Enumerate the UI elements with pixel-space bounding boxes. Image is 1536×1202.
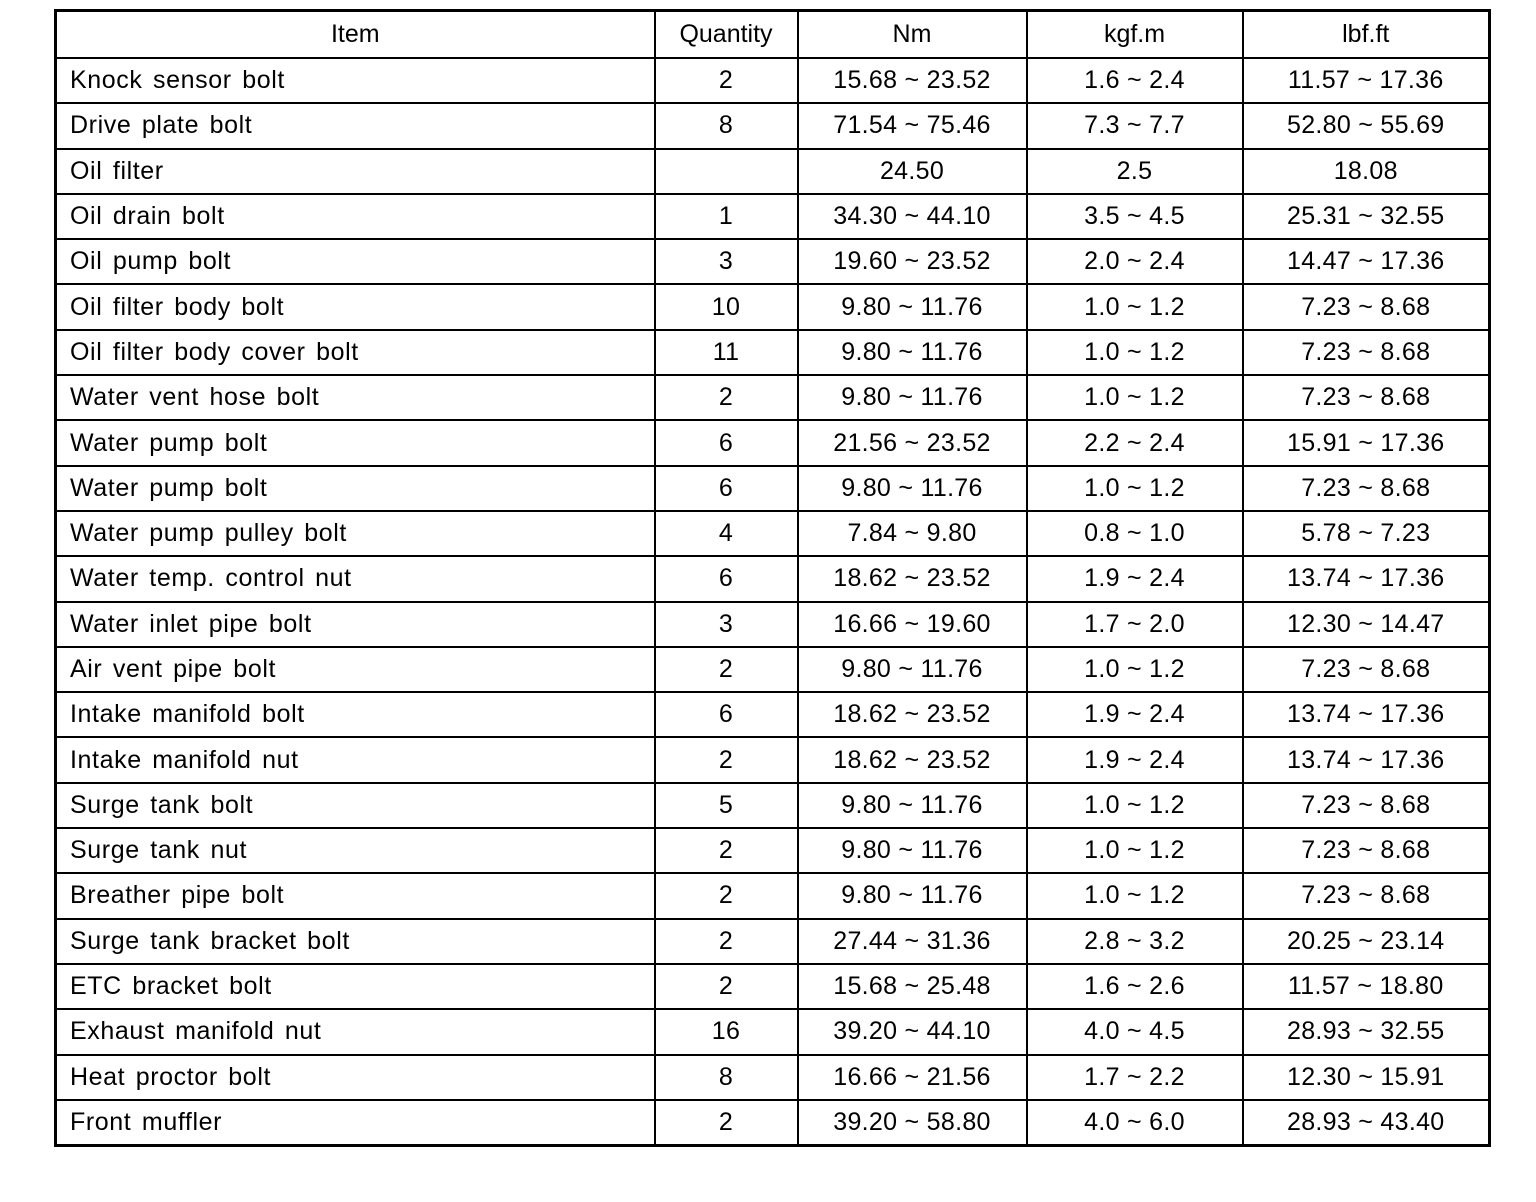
table-row — [56, 964, 1490, 1009]
nm-cell: 16.66 ~ 21.56 — [798, 1055, 1027, 1100]
header-lbf-ft: lbf.ft — [1243, 11, 1490, 59]
nm-cell: 9.80 ~ 11.76 — [798, 783, 1027, 828]
lbf-ft-cell: 11.57 ~ 17.36 — [1243, 58, 1490, 103]
header-kgf-m: kgf.m — [1027, 11, 1243, 59]
item-cell: Water vent hose bolt — [56, 375, 655, 420]
item-cell: Surge tank bolt — [56, 783, 655, 828]
lbf-ft-cell: 18.08 — [1243, 149, 1490, 194]
table-row — [56, 1100, 1490, 1146]
lbf-ft-cell: 13.74 ~ 17.36 — [1243, 692, 1490, 737]
item-cell: Water pump bolt — [56, 466, 655, 511]
lbf-ft-cell: 7.23 ~ 8.68 — [1243, 828, 1490, 873]
lbf-ft-cell: 5.78 ~ 7.23 — [1243, 511, 1490, 556]
table-row — [56, 149, 1490, 194]
kgf-m-cell: 3.5 ~ 4.5 — [1027, 194, 1243, 239]
nm-cell: 19.60 ~ 23.52 — [798, 239, 1027, 284]
nm-cell: 15.68 ~ 25.48 — [798, 964, 1027, 1009]
nm-cell: 7.84 ~ 9.80 — [798, 511, 1027, 556]
table-header-row — [56, 11, 1490, 59]
table-row — [56, 602, 1490, 647]
nm-cell: 9.80 ~ 11.76 — [798, 330, 1027, 375]
table-row — [56, 1009, 1490, 1054]
lbf-ft-cell: 7.23 ~ 8.68 — [1243, 647, 1490, 692]
table-row — [56, 692, 1490, 737]
quantity-cell: 8 — [655, 1055, 798, 1100]
lbf-ft-cell: 13.74 ~ 17.36 — [1243, 556, 1490, 601]
item-cell: Water temp. control nut — [56, 556, 655, 601]
quantity-cell: 6 — [655, 466, 798, 511]
quantity-cell: 2 — [655, 1100, 798, 1146]
lbf-ft-cell: 25.31 ~ 32.55 — [1243, 194, 1490, 239]
lbf-ft-cell: 7.23 ~ 8.68 — [1243, 873, 1490, 918]
quantity-cell: 2 — [655, 58, 798, 103]
lbf-ft-cell: 7.23 ~ 8.68 — [1243, 375, 1490, 420]
lbf-ft-cell: 12.30 ~ 15.91 — [1243, 1055, 1490, 1100]
item-cell: Oil filter — [56, 149, 655, 194]
kgf-m-cell: 1.9 ~ 2.4 — [1027, 692, 1243, 737]
nm-cell: 27.44 ~ 31.36 — [798, 919, 1027, 964]
nm-cell: 18.62 ~ 23.52 — [798, 692, 1027, 737]
table-row — [56, 103, 1490, 148]
quantity-cell: 10 — [655, 284, 798, 329]
table-row — [56, 330, 1490, 375]
lbf-ft-cell: 7.23 ~ 8.68 — [1243, 783, 1490, 828]
quantity-cell: 4 — [655, 511, 798, 556]
table-row — [56, 919, 1490, 964]
quantity-cell: 2 — [655, 737, 798, 782]
nm-cell: 39.20 ~ 44.10 — [798, 1009, 1027, 1054]
quantity-cell — [655, 149, 798, 194]
quantity-cell: 5 — [655, 783, 798, 828]
quantity-cell: 3 — [655, 602, 798, 647]
lbf-ft-cell: 13.74 ~ 17.36 — [1243, 737, 1490, 782]
kgf-m-cell: 1.9 ~ 2.4 — [1027, 737, 1243, 782]
lbf-ft-cell: 28.93 ~ 43.40 — [1243, 1100, 1490, 1146]
kgf-m-cell: 2.0 ~ 2.4 — [1027, 239, 1243, 284]
kgf-m-cell: 1.0 ~ 1.2 — [1027, 647, 1243, 692]
lbf-ft-cell: 11.57 ~ 18.80 — [1243, 964, 1490, 1009]
item-cell: ETC bracket bolt — [56, 964, 655, 1009]
torque-spec-table — [54, 9, 1491, 1147]
item-cell: Front muffler — [56, 1100, 655, 1146]
lbf-ft-cell: 7.23 ~ 8.68 — [1243, 330, 1490, 375]
nm-cell: 18.62 ~ 23.52 — [798, 737, 1027, 782]
header-nm: Nm — [798, 11, 1027, 59]
quantity-cell: 6 — [655, 420, 798, 465]
item-cell: Water pump bolt — [56, 420, 655, 465]
lbf-ft-cell: 20.25 ~ 23.14 — [1243, 919, 1490, 964]
kgf-m-cell: 1.6 ~ 2.6 — [1027, 964, 1243, 1009]
nm-cell: 21.56 ~ 23.52 — [798, 420, 1027, 465]
kgf-m-cell: 2.8 ~ 3.2 — [1027, 919, 1243, 964]
table-row — [56, 783, 1490, 828]
item-cell: Water inlet pipe bolt — [56, 602, 655, 647]
nm-cell: 15.68 ~ 23.52 — [798, 58, 1027, 103]
table-row — [56, 194, 1490, 239]
kgf-m-cell: 1.6 ~ 2.4 — [1027, 58, 1243, 103]
item-cell: Intake manifold nut — [56, 737, 655, 782]
quantity-cell: 2 — [655, 919, 798, 964]
quantity-cell: 3 — [655, 239, 798, 284]
item-cell: Knock sensor bolt — [56, 58, 655, 103]
kgf-m-cell: 2.2 ~ 2.4 — [1027, 420, 1243, 465]
kgf-m-cell: 7.3 ~ 7.7 — [1027, 103, 1243, 148]
item-cell: Breather pipe bolt — [56, 873, 655, 918]
nm-cell: 9.80 ~ 11.76 — [798, 647, 1027, 692]
table-row — [56, 239, 1490, 284]
header-quantity: Quantity — [655, 11, 798, 59]
quantity-cell: 2 — [655, 828, 798, 873]
nm-cell: 9.80 ~ 11.76 — [798, 873, 1027, 918]
table-body — [56, 58, 1490, 1146]
lbf-ft-cell: 52.80 ~ 55.69 — [1243, 103, 1490, 148]
item-cell: Exhaust manifold nut — [56, 1009, 655, 1054]
lbf-ft-cell: 12.30 ~ 14.47 — [1243, 602, 1490, 647]
item-cell: Oil pump bolt — [56, 239, 655, 284]
item-cell: Surge tank bracket bolt — [56, 919, 655, 964]
table-row — [56, 466, 1490, 511]
kgf-m-cell: 2.5 — [1027, 149, 1243, 194]
nm-cell: 18.62 ~ 23.52 — [798, 556, 1027, 601]
table-row — [56, 737, 1490, 782]
nm-cell: 24.50 — [798, 149, 1027, 194]
quantity-cell: 1 — [655, 194, 798, 239]
table-row — [56, 873, 1490, 918]
item-cell: Drive plate bolt — [56, 103, 655, 148]
table-row — [56, 420, 1490, 465]
nm-cell: 16.66 ~ 19.60 — [798, 602, 1027, 647]
kgf-m-cell: 1.0 ~ 1.2 — [1027, 783, 1243, 828]
table-row — [56, 1055, 1490, 1100]
item-cell: Heat proctor bolt — [56, 1055, 655, 1100]
kgf-m-cell: 0.8 ~ 1.0 — [1027, 511, 1243, 556]
lbf-ft-cell: 14.47 ~ 17.36 — [1243, 239, 1490, 284]
item-cell: Oil drain bolt — [56, 194, 655, 239]
quantity-cell: 11 — [655, 330, 798, 375]
kgf-m-cell: 1.0 ~ 1.2 — [1027, 375, 1243, 420]
item-cell: Oil filter body cover bolt — [56, 330, 655, 375]
kgf-m-cell: 1.0 ~ 1.2 — [1027, 873, 1243, 918]
quantity-cell: 2 — [655, 964, 798, 1009]
item-cell: Intake manifold bolt — [56, 692, 655, 737]
quantity-cell: 16 — [655, 1009, 798, 1054]
kgf-m-cell: 1.0 ~ 1.2 — [1027, 330, 1243, 375]
table-row — [56, 647, 1490, 692]
item-cell: Air vent pipe bolt — [56, 647, 655, 692]
kgf-m-cell: 1.9 ~ 2.4 — [1027, 556, 1243, 601]
nm-cell: 9.80 ~ 11.76 — [798, 828, 1027, 873]
lbf-ft-cell: 15.91 ~ 17.36 — [1243, 420, 1490, 465]
kgf-m-cell: 1.0 ~ 1.2 — [1027, 466, 1243, 511]
kgf-m-cell: 4.0 ~ 4.5 — [1027, 1009, 1243, 1054]
item-cell: Surge tank nut — [56, 828, 655, 873]
nm-cell: 9.80 ~ 11.76 — [798, 284, 1027, 329]
nm-cell: 71.54 ~ 75.46 — [798, 103, 1027, 148]
item-cell: Oil filter body bolt — [56, 284, 655, 329]
kgf-m-cell: 4.0 ~ 6.0 — [1027, 1100, 1243, 1146]
header-item: Item — [56, 11, 655, 59]
quantity-cell: 2 — [655, 873, 798, 918]
table-row — [56, 556, 1490, 601]
kgf-m-cell: 1.0 ~ 1.2 — [1027, 284, 1243, 329]
nm-cell: 34.30 ~ 44.10 — [798, 194, 1027, 239]
lbf-ft-cell: 7.23 ~ 8.68 — [1243, 466, 1490, 511]
lbf-ft-cell: 28.93 ~ 32.55 — [1243, 1009, 1490, 1054]
kgf-m-cell: 1.7 ~ 2.2 — [1027, 1055, 1243, 1100]
table-row — [56, 828, 1490, 873]
lbf-ft-cell: 7.23 ~ 8.68 — [1243, 284, 1490, 329]
table-row — [56, 375, 1490, 420]
table-row — [56, 58, 1490, 103]
table-row — [56, 284, 1490, 329]
kgf-m-cell: 1.0 ~ 1.2 — [1027, 828, 1243, 873]
nm-cell: 9.80 ~ 11.76 — [798, 466, 1027, 511]
quantity-cell: 6 — [655, 692, 798, 737]
quantity-cell: 8 — [655, 103, 798, 148]
quantity-cell: 6 — [655, 556, 798, 601]
table-row — [56, 511, 1490, 556]
kgf-m-cell: 1.7 ~ 2.0 — [1027, 602, 1243, 647]
quantity-cell: 2 — [655, 375, 798, 420]
nm-cell: 9.80 ~ 11.76 — [798, 375, 1027, 420]
item-cell: Water pump pulley bolt — [56, 511, 655, 556]
nm-cell: 39.20 ~ 58.80 — [798, 1100, 1027, 1146]
quantity-cell: 2 — [655, 647, 798, 692]
